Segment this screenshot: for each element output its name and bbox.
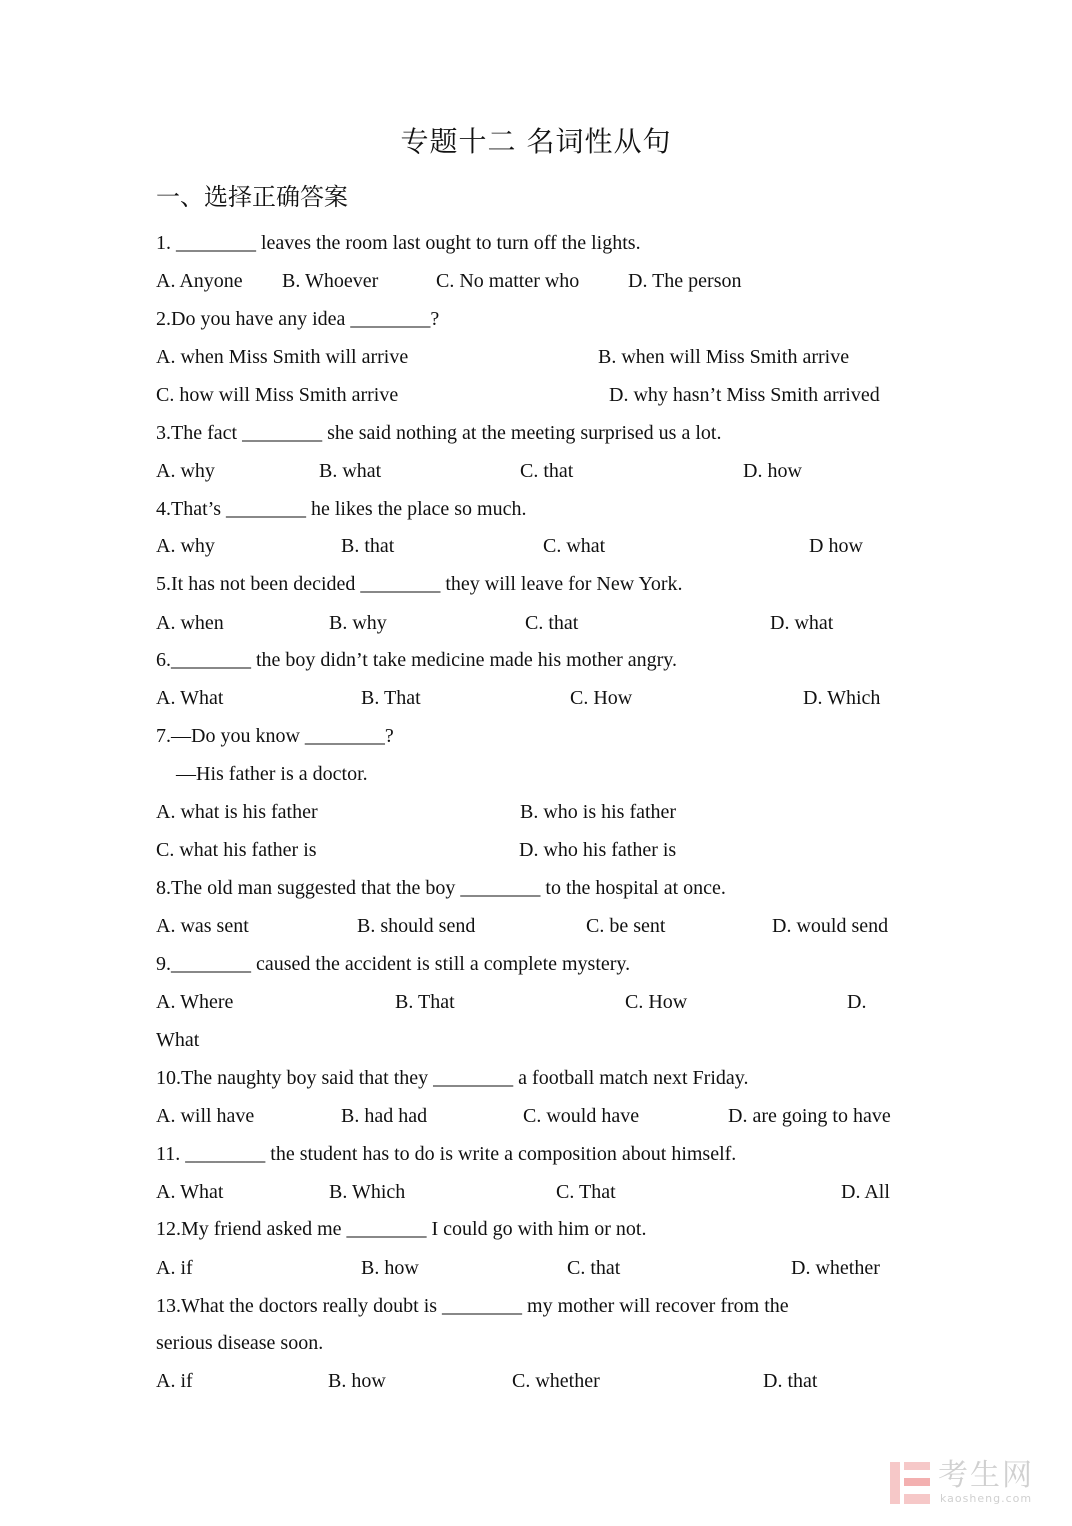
q10-option-a: A. will have — [156, 1105, 255, 1127]
q10-option-b: B. had had — [341, 1105, 428, 1127]
q8-option-c: C. be sent — [586, 915, 666, 937]
q12-option-a: A. if — [156, 1257, 193, 1279]
q7-option-c: C. what his father is — [156, 839, 317, 861]
question-4: 4.That’s ________ he likes the place so much. — [156, 498, 527, 520]
q12-option-c: C. that — [567, 1257, 621, 1279]
question-12: 12.My friend asked me ________ I could go with him or not. — [156, 1218, 647, 1240]
question-9: 9.________ caused the accident is still a complete mystery. — [156, 953, 631, 975]
q9-option-c: C. How — [625, 991, 688, 1013]
q10-option-c: C. would have — [523, 1105, 640, 1127]
q9-option-d-text: What — [156, 1029, 200, 1051]
q1-option-d: D. The person — [628, 270, 742, 292]
question-11: 11. ________ the student has to do is write a composition about himself. — [156, 1143, 737, 1165]
q13-option-a: A. if — [156, 1370, 193, 1392]
question-6: 6.________ the boy didn’t take medicine made his mother angry. — [156, 649, 677, 671]
section-heading: 一、选择正确答案 — [156, 183, 348, 211]
q2-option-c: C. how will Miss Smith arrive — [156, 384, 399, 406]
q7-option-b: B. who is his father — [520, 801, 677, 823]
watermark — [888, 1458, 1058, 1510]
question-7: 7.—Do you know ________? — [156, 725, 394, 747]
q7-option-d: D. who his father is — [519, 839, 677, 861]
q5-option-d: D. what — [770, 612, 834, 634]
q10-option-d: D. are going to have — [728, 1105, 891, 1127]
q4-option-a: A. why — [156, 535, 215, 557]
q13-option-c: C. whether — [512, 1370, 600, 1392]
question-7-reply: —His father is a doctor. — [176, 763, 368, 785]
q12-option-d: D. whether — [791, 1257, 880, 1279]
q9-option-d: D. — [847, 991, 867, 1013]
q8-option-d: D. would send — [772, 915, 889, 937]
q3-option-a: A. why — [156, 460, 215, 482]
q6-option-a: A. What — [156, 687, 224, 709]
q1-option-c: C. No matter who — [436, 270, 580, 292]
q4-option-c: C. what — [543, 535, 606, 557]
q8-option-a: A. was sent — [156, 915, 249, 937]
watermark-url: kaosheng.com — [940, 1492, 1033, 1505]
q5-option-b: B. why — [329, 612, 387, 634]
q11-option-d: D. All — [841, 1181, 890, 1203]
page-title: 专题十二 名词性从句 — [400, 125, 672, 158]
watermark-logo-icon — [888, 1458, 934, 1508]
question-5: 5.It has not been decided ________ they will leave for New York. — [156, 573, 683, 595]
q8-option-b: B. should send — [357, 915, 476, 937]
q5-option-c: C. that — [525, 612, 579, 634]
q4-option-b: B. that — [341, 535, 395, 557]
q2-option-d: D. why hasn’t Miss Smith arrived — [609, 384, 880, 406]
question-1: 1. ________ leaves the room last ought to turn off the lights. — [156, 232, 641, 254]
watermark-text: 考生网 — [938, 1458, 1034, 1493]
q6-option-b: B. That — [361, 687, 421, 709]
question-3: 3.The fact ________ she said nothing at the meeting surprised us a lot. — [156, 422, 722, 444]
q6-option-c: C. How — [570, 687, 633, 709]
q3-option-c: C. that — [520, 460, 574, 482]
question-8: 8.The old man suggested that the boy ________ to the hospital at once. — [156, 877, 726, 899]
q1-option-a: A. Anyone — [156, 270, 243, 292]
q11-option-c: C. That — [556, 1181, 616, 1203]
q1-option-b: B. Whoever — [282, 270, 379, 292]
q2-option-a: A. when Miss Smith will arrive — [156, 346, 409, 368]
q7-option-a: A. what is his father — [156, 801, 318, 823]
q9-option-b: B. That — [395, 991, 455, 1013]
question-10: 10.The naughty boy said that they ________ a football match next Friday. — [156, 1067, 749, 1089]
question-13-cont: serious disease soon. — [156, 1332, 324, 1354]
q13-option-b: B. how — [328, 1370, 386, 1392]
q2-option-b: B. when will Miss Smith arrive — [598, 346, 850, 368]
q9-option-a: A. Where — [156, 991, 234, 1013]
q11-option-a: A. What — [156, 1181, 224, 1203]
q5-option-a: A. when — [156, 612, 224, 634]
question-13: 13.What the doctors really doubt is ________ my mother will recover from the — [156, 1295, 789, 1317]
q6-option-d: D. Which — [803, 687, 881, 709]
q12-option-b: B. how — [361, 1257, 419, 1279]
q3-option-d: D. how — [743, 460, 802, 482]
q4-option-d: D how — [809, 535, 863, 557]
question-2: 2.Do you have any idea ________? — [156, 308, 440, 330]
q13-option-d: D. that — [763, 1370, 818, 1392]
q11-option-b: B. Which — [329, 1181, 406, 1203]
q3-option-b: B. what — [319, 460, 382, 482]
